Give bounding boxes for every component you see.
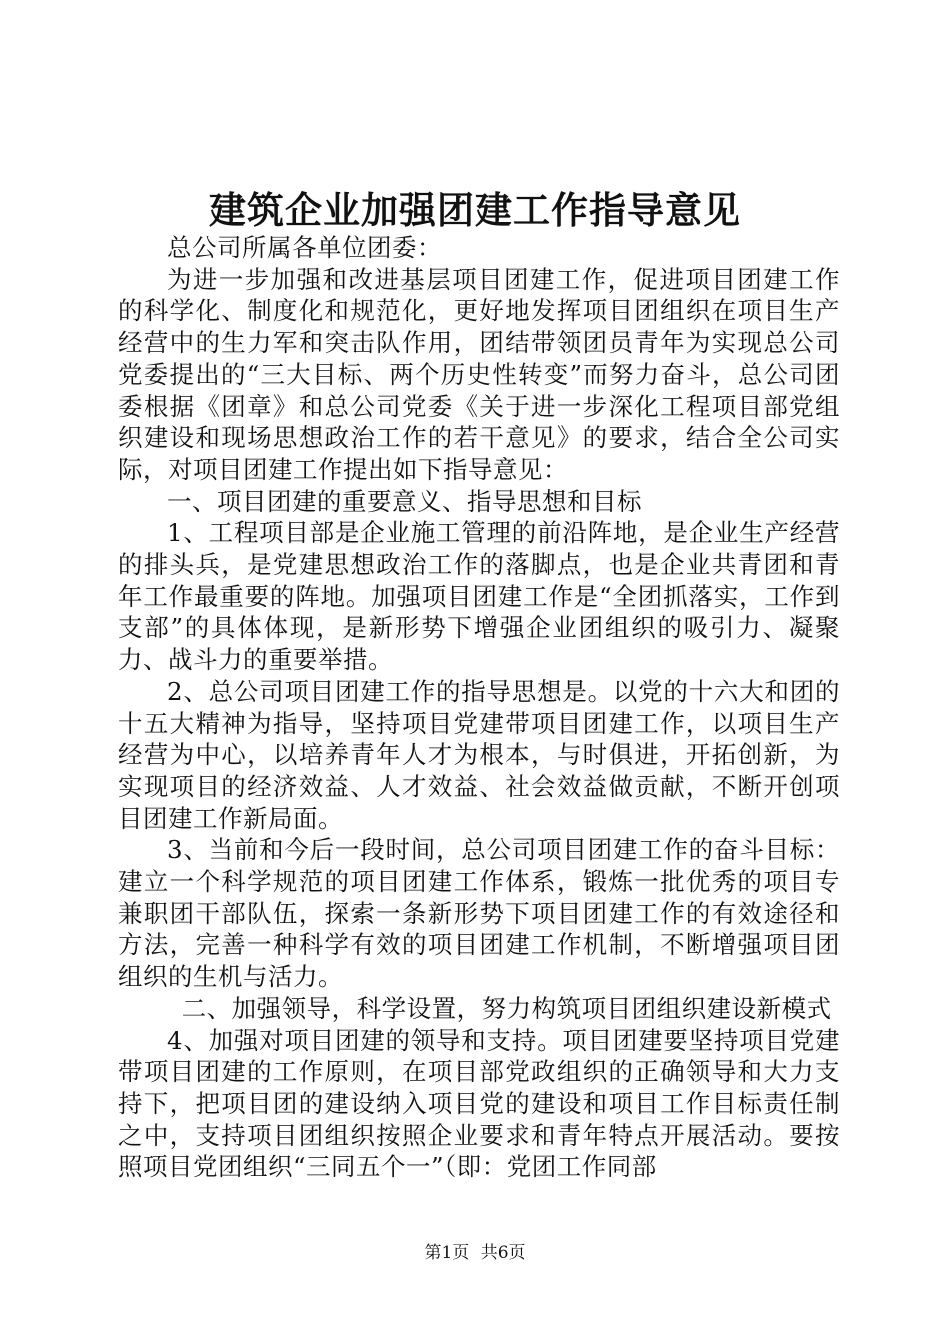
page-footer — [0, 1242, 950, 1264]
salutation: 总公司所属各单位团委： — [167, 233, 442, 262]
document-title: 建筑企业加强团建工作指导意见 — [209, 188, 741, 232]
page-total: 共6页 — [480, 1243, 526, 1263]
section-heading-1: 一、项目团建的重要意义、指导思想和目标 — [167, 486, 642, 516]
paragraph-item-2: 2、总公司项目团建工作的指导思想是。以党的十六大和团的十五大精神为指导，坚持项目党建带项目团建工作，以项目生产经营为中心，以培养青年人才为根本，与时俱进，开拓创新，为实现项目的经济效益、人才效益、社会效益做贡献，不断开创项目团建工作新局面。 — [118, 676, 840, 833]
document-body — [118, 232, 840, 1183]
paragraph-item-1: 1、工程项目部是企业施工管理的前沿阵地，是企业生产经营的排头兵，是党建思想政治工作的落脚点，也是企业共青团和青年工作最重要的阵地。加强项目团建工作是“全团抓落实，工作到支部”的具体体现，是新形势下增强企业团组织的吸引力、凝聚力、战斗力的重要举措。 — [118, 518, 840, 675]
paragraph-item-4: 4、加强对项目团建的领导和支持。项目团建要坚持项目党建带项目团建的工作原则，在项目部党政组织的正确领导和大力支持下，把项目团的建设纳入项目党的建设和项目工作目标责任制之中，支持项目团组织按照企业要求和青年特点开展活动。要按照项目党团组织“三同五个一”（即：党团工作同部 — [118, 1025, 840, 1182]
paragraph-intro: 为进一步加强和改进基层项目团建工作，促进项目团建工作的科学化、制度化和规范化，更好地发挥项目团组织在项目生产经营中的生力军和突击队作用，团结带领团员青年为实现总公司党委提出的“三大目标、两个历史性转变”而努力奋斗，总公司团委根据《团章》和总公司党委《关于进一步深化工程项目部党组织建设和现场思想政治工作的若干意见》的要求，结合全公司实际，对项目团建工作提出如下指导意见： — [118, 264, 840, 484]
section-heading-2: 二、加强领导，科学设置，努力构筑项目团组织建设新模式 — [181, 993, 832, 1023]
paragraph-item-3: 3、当前和今后一段时间，总公司项目团建工作的奋斗目标：建立一个科学规范的项目团建工作体系，锻炼一批优秀的项目专兼职团干部队伍，探索一条新形势下项目团建工作的有效途径和方法，完善一种科学有效的项目团建工作机制，不断增强项目团组织的生机与活力。 — [118, 835, 840, 992]
page-number: 第1页 — [424, 1243, 470, 1263]
